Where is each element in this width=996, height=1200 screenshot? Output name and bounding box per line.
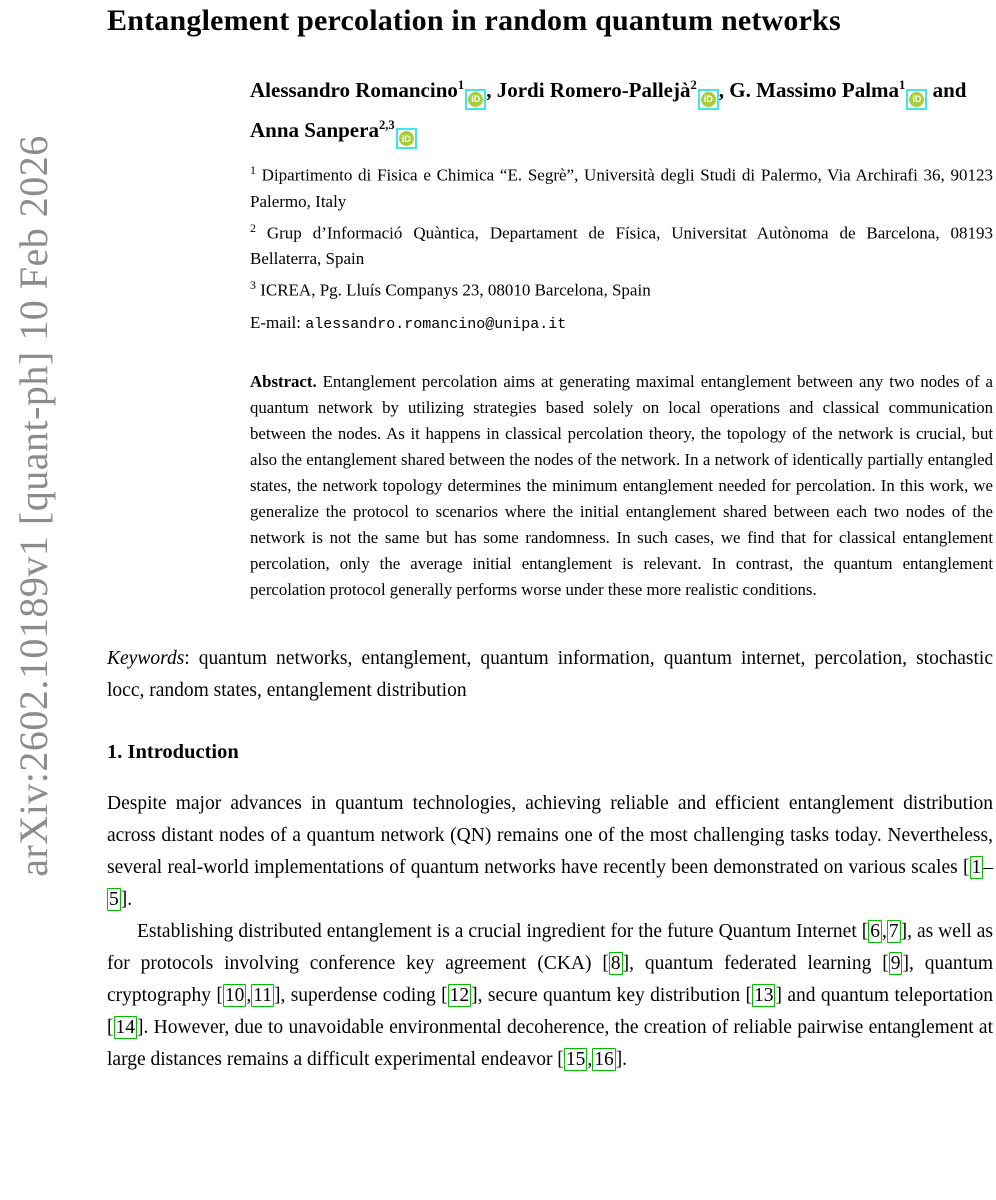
citation-link[interactable]: 16: [594, 1048, 614, 1070]
citation-link[interactable]: 1: [971, 856, 982, 878]
author-affiliation-superscript: 2,3: [378, 117, 395, 132]
author-name: G. Massimo Palma: [729, 78, 900, 102]
citation-link[interactable]: 10: [224, 984, 245, 1006]
paragraph: Despite major advances in quantum technologies, achieving reliable and efficient entanglement distribution across distant nodes of a quantum network (QN) remains one of the most challenging tasks today. Nevertheless, several real-world implementations of quantum networks have recently been demonstrated on various scales [ 1 –5 ].: [107, 792, 993, 910]
citation-link[interactable]: 13: [753, 984, 774, 1006]
affiliation-item: $^2$ Grup d’Informació Quàntica, Departament de Física, Universitat Autònoma de Barcelona, 08193 Bellaterra, Spain: [250, 220, 993, 269]
arxiv-watermark: arXiv:2602.10189v1 [quant-ph] 10 Feb 2026: [11, 135, 56, 877]
citation-link[interactable]: 6: [870, 920, 880, 942]
abstract-label: Abstract.: [250, 371, 317, 391]
affiliation-item: $^3$ ICREA, Pg. Lluís Companys 23, 08010 Barcelona, Spain: [250, 278, 651, 300]
affiliation-superscript: 1: [250, 163, 256, 177]
orcid-icon[interactable]: iD: [701, 92, 716, 107]
citation-link[interactable]: 7: [888, 920, 899, 942]
paragraph: Establishing distributed entanglement is a crucial ingredient for the future Quantum Internet [ 6 , 7 ], as well as for protocols involving conference key agreement (CKA) [ 8 ], quantum federated learning [ 9 ], quantum cryptography [ 10 , 11 ], superdense coding [ 12 ], secure quantum key distribution [ 13 ] and quantum teleportation [ 14 ]. However, due to unavoidable environmental decoherence, the creation of reliable pairwise entanglement at large distances remains a difficult experimental endeavor [ 15 , 16 ].: [107, 920, 993, 1070]
author-affiliation-superscript: 1: [899, 78, 906, 92]
citation-link[interactable]: 9: [890, 952, 901, 974]
affiliations-block: [250, 157, 993, 304]
author-affiliation-superscript: 1: [457, 78, 465, 92]
citation-link[interactable]: 12: [449, 984, 470, 1006]
affiliation-superscript: 2: [250, 220, 256, 235]
email-line: [250, 313, 993, 333]
orcid-link-box[interactable]: [465, 89, 486, 110]
affiliation-superscript: 3: [250, 278, 256, 293]
paper-page: [107, 0, 993, 1076]
citation-link[interactable]: 11: [253, 984, 272, 1006]
abstract-text: Entanglement percolation aims at generating maximal entanglement between any two nodes of a quantum network by utilizing strategies based solely on local operations and classical communication between the nodes. As it happens in classical percolation theory, the topology of the network is crucial, but also the entanglement shared between the nodes of the network. In a network of identically partially entangled states, the network topology determines the minimum entanglement needed for percolation. In this work, we generalize the protocol to scenarios where the initial entanglement shared between each two nodes of the network is not the same but has some randomness. In such cases, we find that for classical entanglement percolation, only the average initial entanglement is relevant. In contrast, the quantum entanglement percolation protocol generally performs worse under these more realistic conditions.: [250, 371, 993, 599]
author-name: Jordi Romero-Pallejà: [496, 78, 691, 102]
citation-link[interactable]: 8: [610, 952, 621, 974]
keywords: [107, 643, 993, 707]
email-link: alessandro.romancino@unipa.it: [305, 315, 567, 333]
orcid-link-box[interactable]: [906, 89, 927, 110]
email-label: E-mail:: [250, 312, 306, 332]
orcid-link-box[interactable]: [698, 89, 719, 110]
paper-title: Entanglement percolation in random quantum networks: [107, 4, 841, 37]
orcid-icon[interactable]: iD: [399, 131, 414, 146]
abstract: [250, 369, 993, 603]
orcid-icon[interactable]: iD: [468, 92, 483, 107]
orcid-link-box[interactable]: [396, 128, 417, 149]
affiliation-item: $^1$ Dipartimento di Fisica e Chimica “E. Segrè”, Università degli Studi di Palermo, Via Archirafi 36, 90123 Palermo, Italy: [250, 163, 993, 211]
citation-link[interactable]: 5: [109, 888, 119, 910]
introduction-body: [107, 788, 993, 1076]
author-name: Anna Sanpera: [250, 117, 379, 142]
front-matter-column: [250, 70, 993, 603]
section-heading-introduction: 1. Introduction: [107, 740, 239, 763]
keywords-label: Keywords: [107, 647, 185, 669]
citation-link[interactable]: 14: [115, 1016, 135, 1038]
orcid-icon[interactable]: iD: [909, 92, 924, 107]
keywords-text: : quantum networks, entanglement, quantum information, quantum internet, percolation, stochastic locc, random states, entanglement distribution: [107, 647, 993, 701]
author-name: Alessandro Romancino: [250, 78, 458, 102]
author-affiliation-superscript: 2: [690, 78, 697, 92]
citation-link[interactable]: 15: [565, 1048, 586, 1070]
authors-line: Alessandro Romancino$^1$iD , Jordi Romero-Pallejà$^2$iD , G. Massimo Palma$^1$iD and Anna Sanpera$^{2,3}$iD: [250, 70, 993, 149]
